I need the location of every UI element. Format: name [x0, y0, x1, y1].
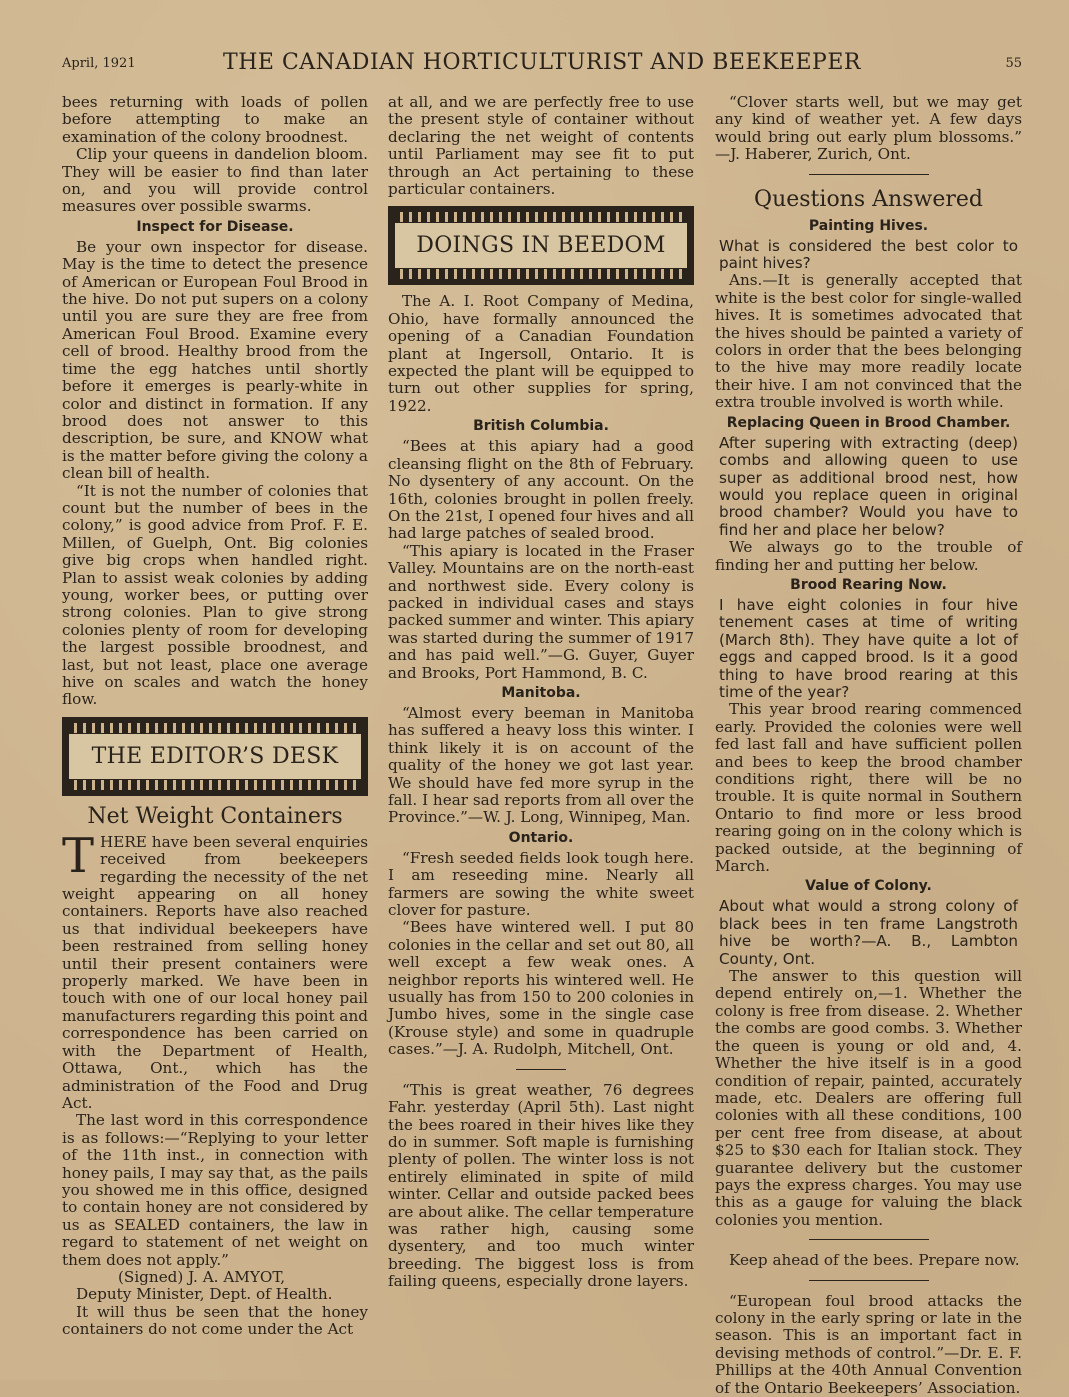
subheading-ontario: Ontario. [508, 829, 574, 846]
subheading-rearing: Brood Rearing Now. [790, 576, 947, 593]
editors-desk-banner [62, 717, 368, 796]
paragraph: Keep ahead of the bees. Prepare now. [729, 1251, 1020, 1270]
divider [809, 1280, 929, 1281]
subheading-painting: Painting Hives. [808, 217, 929, 234]
answer: We always go to the trouble of finding her and putting her below. [715, 538, 1022, 574]
answer: The answer to this question will depend entirely on,—1. Whether the colony is free from disease. 2. Whether the combs are good combs. 3. Whether the queen is young or old and, 4. Whether the hive itself is in a good condition of repair, painted, accurately made, etc. Dealers are offering full colonies with all these conditions, 100 per cent free from disease, at about $25 to $30 each for Italian stock. They guarantee delivery but the customer pays the express charges. You may use this as a gauge for valuing the black colonies you mention. [715, 967, 1022, 1229]
paragraph: “Bees have wintered well. I put 80 colonies in the cellar and set out 80, all well except a few weak ones. A neighbor reports his wintered well. He usually has from 150 to 200 colonies in Jumbo hives, some in the single case (Krouse style) and some in quadruple cases.”—J. A. Rudolph, Mitchell, Ont. [388, 918, 694, 1059]
divider [809, 1239, 929, 1240]
paragraph: bees returning with loads of pollen before attempting to make an examination of the colony broodnest. [62, 93, 368, 146]
paragraph: “It is not the number of colonies that count but the number of bees in the colony,” is good advice from Prof. F. E. Millen, of Guelph, Ont. Big colonies give big crops when handled right. Plan to assist weak colonies by adding young, worker bees, or putting over strong colonies. Plan to give strong colonies plenty of room for developing the largest possible broodnest, and last, but not least, place one average hive on scales and watch the honey flow. [62, 481, 368, 709]
subheading-inspect: Inspect for Disease. [136, 218, 294, 235]
doings-in-beedom-banner [388, 206, 694, 285]
paragraph: “Bees at this apiary had a good cleansing flight on the 8th of February. No dysentery of any account. On the 16th, colonies brought in pollen freely. On the 21st, I opened four hives and all had large patches of sealed brood. [388, 437, 694, 543]
paragraph: “This is great weather, 76 degrees Fahr. yesterday (April 5th). Last night the bees roared in their hives like they do in summer. Soft maple is furnishing plenty of pollen. The winter loss is not entirely eliminated in spite of mild winter. Cellar and outside packed bees are about alike. The cellar temperature was rather high, causing some dysentery, and too much winter breeding. The biggest loss is from failing queens, especially drone layers. [388, 1080, 694, 1291]
page-number: 55 [1005, 56, 1022, 71]
divider [516, 1069, 566, 1070]
banner-title: DOINGS IN BEEDOM [394, 222, 688, 269]
question: What is considered the best color to paint hives? [719, 236, 1018, 273]
issue-date: April, 1921 [62, 56, 136, 71]
subheading-manitoba: Manitoba. [501, 684, 581, 701]
question: After supering with extracting (deep) combs and allowing queen to use super as additional brood nest, how would you replace queen in original brood chamber? Would you have to find her and place her below? [719, 433, 1018, 539]
paragraph: The last word in this correspondence is as follows:—“Replying to your letter of the 11th inst., in connection with honey pails, I may say that, as the pails you showed me in this office, designed to contain honey are not considered by us as SEALED containers, the law in regard to statement of net weight on them does not apply.” [62, 1111, 368, 1269]
paragraph: The A. I. Root Company of Medina, Ohio, have formally announced the opening of a Canadian Foundation plant at Ingersoll, Ontario. It is expected the plant will be equipped to turn out other supplies for spring, 1922. [388, 292, 694, 415]
column-2 [388, 94, 694, 1291]
answer: Ans.—It is generally accepted that white is the best color for single-walled hives. It is sometimes advocated that the hives should be painted a variety of colors in order that the bees belonging to the hive may more readily locate their hive. I am not convinced that the extra trouble involved is worth while. [715, 271, 1022, 412]
paragraph: “Fresh seeded fields look tough here. I am reseeding mine. Nearly all farmers are sowing the white sweet clover for pasture. [388, 848, 694, 920]
page-header [62, 50, 1022, 80]
signature: (Signed) J. A. AMYOT, [118, 1267, 286, 1286]
paragraph: Clip your queens in dandelion bloom. They will be easier to find than later on, and you will provide control measures over possible swarms. [62, 145, 368, 216]
paragraph: “Clover starts well, but we may get any kind of weather yet. A few days would bring out early plum blossoms.” —J. Haberer, Zurich, Ont. [715, 93, 1022, 164]
column-1 [62, 94, 368, 1339]
subheading-value: Value of Colony. [805, 878, 932, 895]
question: About what would a strong colony of black bees in ten frame Langstroth hive be worth?—A. B., Lambton County, Ont. [719, 897, 1018, 968]
questions-answered-title: Questions Answered [754, 186, 983, 212]
banner-ornament [68, 723, 362, 733]
question: I have eight colonies in four hive tenement cases at time of writing (March 8th). They have quite a lot of eggs and capped brood. Is it a good thing to have brood rearing at this time of the year? [719, 595, 1018, 701]
banner-ornament [394, 269, 688, 279]
paragraph: Be your own inspector for disease. May is the time to detect the presence of American or European Foul Brood in the hive. Do not put supers on a colony until you are sure they are free from American Foul Brood. Examine every cell of brood. Healthy brood from the time the egg hatches until shortly before it emerges is pearly-white in color and distinct in formation. If any brood does not answer to this description, be sure, and KNOW what is the matter before giving the colony a clean bill of health. [62, 237, 368, 483]
drop-cap: T [62, 827, 95, 884]
paragraph: “European foul brood attacks the colony in the early spring or late in the season. This is an important fact in devising methods of control.”—Dr. E. F. Phillips at the 40th Annual Convention of the Ontario Beekeepers’ Association. [715, 1291, 1022, 1397]
subheading-replacing: Replacing Queen in Brood Chamber. [726, 414, 1011, 431]
paragraph: at all, and we are perfectly free to use the present style of container without declaring the net weight of contents until Parliament may see fit to put through an Act pertaining to these particular containers. [388, 93, 694, 199]
paragraph-text: HERE have been several enquiries received from beekeepers regarding the necessity of the net weight appearing on all honey containers. Reports have also reached us that individual beekeepers have been restrained from selling honey until their present containers were properly marked. We have been in touch with one of our local honey pail manufacturers regarding this point and correspondence has been carried on with the Department of Health, Ottawa, Ont., which has the administration of the Food and Drug Act. [62, 832, 368, 1112]
paragraph: “Almost every beeman in Manitoba has suffered a heavy loss this winter. I think likely it is on account of the quality of the honey we got last year. We should have fed more syrup in the fall. I hear sad reports from all over the Province.”—W. J. Long, Winnipeg, Man. [388, 703, 694, 827]
signature-title: Deputy Minister, Dept. of Health. [76, 1285, 333, 1304]
paragraph: It will thus be seen that the honey containers do not come under the Act [62, 1302, 368, 1339]
answer: This year brood rearing commenced early. Provided the colonies were well fed last fall and have sufficient pollen and bees to keep the brood chamber conditions right, there will be no trouble. It is quite normal in Southern Ontario to find more or less brood rearing going on in the colony which is packed outside, at the beginning of March. [715, 700, 1022, 876]
column-3 [715, 94, 1022, 1397]
paragraph: “This apiary is located in the Fraser Valley. Mountains are on the north-east and northwest side. Every colony is packed in individual cases and stays packed summer and winter. This apiary was started during the summer of 1917 and has paid well.”—G. Guyer, Guyer and Brooks, Port Hammond, B. C. [388, 541, 694, 682]
banner-ornament [394, 212, 688, 222]
banner-title: THE EDITOR’S DESK [68, 733, 362, 780]
article-title-net-weight: Net Weight Containers [87, 803, 343, 829]
divider [809, 174, 929, 175]
publication-title: THE CANADIAN HORTICULTURIST AND BEEKEEPER [223, 50, 861, 75]
banner-ornament [68, 780, 362, 790]
paragraph-drop-cap [62, 827, 368, 1113]
subheading-bc: British Columbia. [473, 418, 609, 435]
